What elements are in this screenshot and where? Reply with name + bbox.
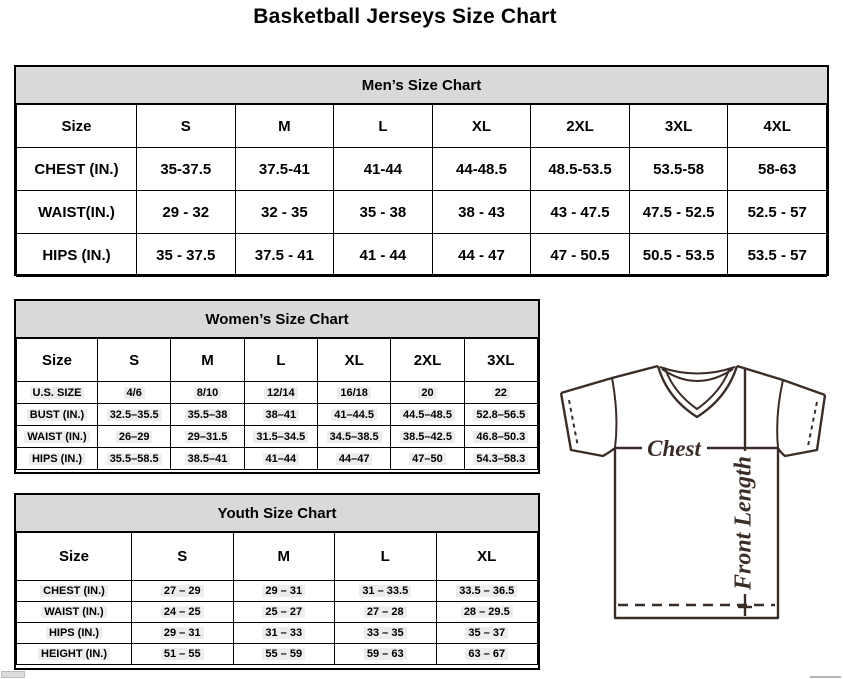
- row-label: HIPS (IN.): [17, 623, 132, 644]
- size-cell: 26–29: [98, 426, 171, 448]
- table-row: [17, 448, 538, 470]
- row-label: HIPS (IN.): [17, 234, 137, 277]
- size-cell: 27 – 28: [335, 602, 437, 623]
- column-header: Size: [17, 339, 98, 382]
- size-cell: 53.5-58: [629, 148, 728, 191]
- column-header: 3XL: [629, 105, 728, 148]
- size-cell: 46.8–50.3: [464, 426, 537, 448]
- youth-size-chart: [14, 493, 540, 670]
- column-header: 3XL: [464, 339, 537, 382]
- size-cell: 35.5–38: [171, 404, 244, 426]
- table-row: [17, 602, 538, 623]
- size-cell: 29–31.5: [171, 426, 244, 448]
- size-cell: 43 - 47.5: [531, 191, 630, 234]
- size-cell: 59 – 63: [335, 644, 437, 665]
- size-cell: 33 – 35: [335, 623, 437, 644]
- size-cell: 35.5–58.5: [98, 448, 171, 470]
- size-cell: 22: [464, 382, 537, 404]
- cuff-stitch-dashed-line: [808, 402, 817, 446]
- size-cell: 34.5–38.5: [317, 426, 390, 448]
- size-cell: 44-48.5: [432, 148, 531, 191]
- row-label: CHEST (IN.): [17, 148, 137, 191]
- size-cell: 31.5–34.5: [244, 426, 317, 448]
- size-cell: 24 – 25: [132, 602, 234, 623]
- column-header: S: [137, 105, 236, 148]
- sleeve-seam: [612, 378, 616, 448]
- mens-size-chart: [14, 65, 829, 276]
- size-cell: 28 – 29.5: [436, 602, 538, 623]
- size-cell: 27 – 29: [132, 581, 234, 602]
- size-cell: 31 – 33.5: [335, 581, 437, 602]
- jersey-outline: [778, 395, 825, 456]
- size-cell: 47.5 - 52.5: [629, 191, 728, 234]
- size-cell: 12/14: [244, 382, 317, 404]
- row-label: HEIGHT (IN.): [17, 644, 132, 665]
- table-row: [17, 623, 538, 644]
- womens-header-row: [17, 339, 538, 382]
- size-cell: 51 – 55: [132, 644, 234, 665]
- row-label: WAIST (IN.): [17, 602, 132, 623]
- scrollbar-fragment[interactable]: [810, 676, 841, 678]
- collar-arc: [660, 367, 735, 374]
- size-cell: 37.5-41: [235, 148, 334, 191]
- size-cell: 41–44: [244, 448, 317, 470]
- size-cell: 31 – 33: [233, 623, 335, 644]
- size-cell: 47 - 50.5: [531, 234, 630, 277]
- column-header: S: [132, 533, 234, 581]
- youth-table: [16, 532, 538, 665]
- size-cell: 44.5–48.5: [391, 404, 464, 426]
- size-cell: 8/10: [171, 382, 244, 404]
- table-row: [17, 382, 538, 404]
- table-row: [17, 644, 538, 665]
- mens-header-row: [17, 105, 827, 148]
- size-cell: 20: [391, 382, 464, 404]
- row-label: U.S. SIZE: [17, 382, 98, 404]
- womens-chart-title: Women’s Size Chart: [16, 301, 538, 338]
- size-cell: 48.5-53.5: [531, 148, 630, 191]
- size-cell: 35-37.5: [137, 148, 236, 191]
- size-cell: 33.5 – 36.5: [436, 581, 538, 602]
- womens-table: [16, 338, 538, 470]
- size-cell: 37.5 - 41: [235, 234, 334, 277]
- table-row: [17, 234, 827, 277]
- size-cell: 55 – 59: [233, 644, 335, 665]
- size-cell: 41–44.5: [317, 404, 390, 426]
- youth-header-row: [17, 533, 538, 581]
- column-header: 2XL: [391, 339, 464, 382]
- womens-size-chart: [14, 299, 540, 474]
- size-cell: 35 - 38: [334, 191, 433, 234]
- jersey-outline: [561, 366, 658, 393]
- row-label: CHEST (IN.): [17, 581, 132, 602]
- horizontal-scrollbar-thumb[interactable]: [1, 671, 25, 678]
- column-header: XL: [317, 339, 390, 382]
- size-cell: 44–47: [317, 448, 390, 470]
- size-cell: 35 – 37: [436, 623, 538, 644]
- table-row: [17, 191, 827, 234]
- size-cell: 41 - 44: [334, 234, 433, 277]
- size-cell: 38 - 43: [432, 191, 531, 234]
- size-cell: 38–41: [244, 404, 317, 426]
- size-cell: 35 - 37.5: [137, 234, 236, 277]
- sleeve-seam: [777, 380, 783, 448]
- column-header: M: [233, 533, 335, 581]
- column-header: XL: [436, 533, 538, 581]
- size-cell: 16/18: [317, 382, 390, 404]
- size-cell: 53.5 - 57: [728, 234, 827, 277]
- size-cell: 25 – 27: [233, 602, 335, 623]
- size-cell: 29 – 31: [233, 581, 335, 602]
- row-label: BUST (IN.): [17, 404, 98, 426]
- column-header: L: [335, 533, 437, 581]
- table-row: [17, 404, 538, 426]
- mens-table: [16, 104, 827, 277]
- column-header: XL: [432, 105, 531, 148]
- page-title: Basketball Jerseys Size Chart: [253, 5, 557, 28]
- size-cell: 38.5–41: [171, 448, 244, 470]
- front-length-label: Front Length: [730, 455, 757, 591]
- column-header: 2XL: [531, 105, 630, 148]
- size-cell: 50.5 - 53.5: [629, 234, 728, 277]
- column-header: S: [98, 339, 171, 382]
- chest-label: Chest: [647, 436, 701, 461]
- size-cell: 58-63: [728, 148, 827, 191]
- size-cell: 63 – 67: [436, 644, 538, 665]
- size-cell: 47–50: [391, 448, 464, 470]
- table-row: [17, 426, 538, 448]
- column-header: Size: [17, 533, 132, 581]
- size-cell: 44 - 47: [432, 234, 531, 277]
- column-header: L: [334, 105, 433, 148]
- size-cell: 52.8–56.5: [464, 404, 537, 426]
- row-label: WAIST (IN.): [17, 426, 98, 448]
- size-cell: 29 – 31: [132, 623, 234, 644]
- size-cell: 38.5–42.5: [391, 426, 464, 448]
- column-header: M: [171, 339, 244, 382]
- youth-chart-title: Youth Size Chart: [16, 495, 538, 532]
- jersey-measurement-diagram: [555, 360, 843, 628]
- size-cell: 41-44: [334, 148, 433, 191]
- size-cell: 54.3–58.3: [464, 448, 537, 470]
- size-cell: 52.5 - 57: [728, 191, 827, 234]
- size-cell: 29 - 32: [137, 191, 236, 234]
- table-row: [17, 148, 827, 191]
- column-header: 4XL: [728, 105, 827, 148]
- column-header: Size: [17, 105, 137, 148]
- mens-chart-title: Men’s Size Chart: [16, 67, 827, 104]
- size-cell: 4/6: [98, 382, 171, 404]
- table-row: [17, 581, 538, 602]
- row-label: WAIST(IN.): [17, 191, 137, 234]
- column-header: L: [244, 339, 317, 382]
- size-cell: 32 - 35: [235, 191, 334, 234]
- row-label: HIPS (IN.): [17, 448, 98, 470]
- size-cell: 32.5–35.5: [98, 404, 171, 426]
- column-header: M: [235, 105, 334, 148]
